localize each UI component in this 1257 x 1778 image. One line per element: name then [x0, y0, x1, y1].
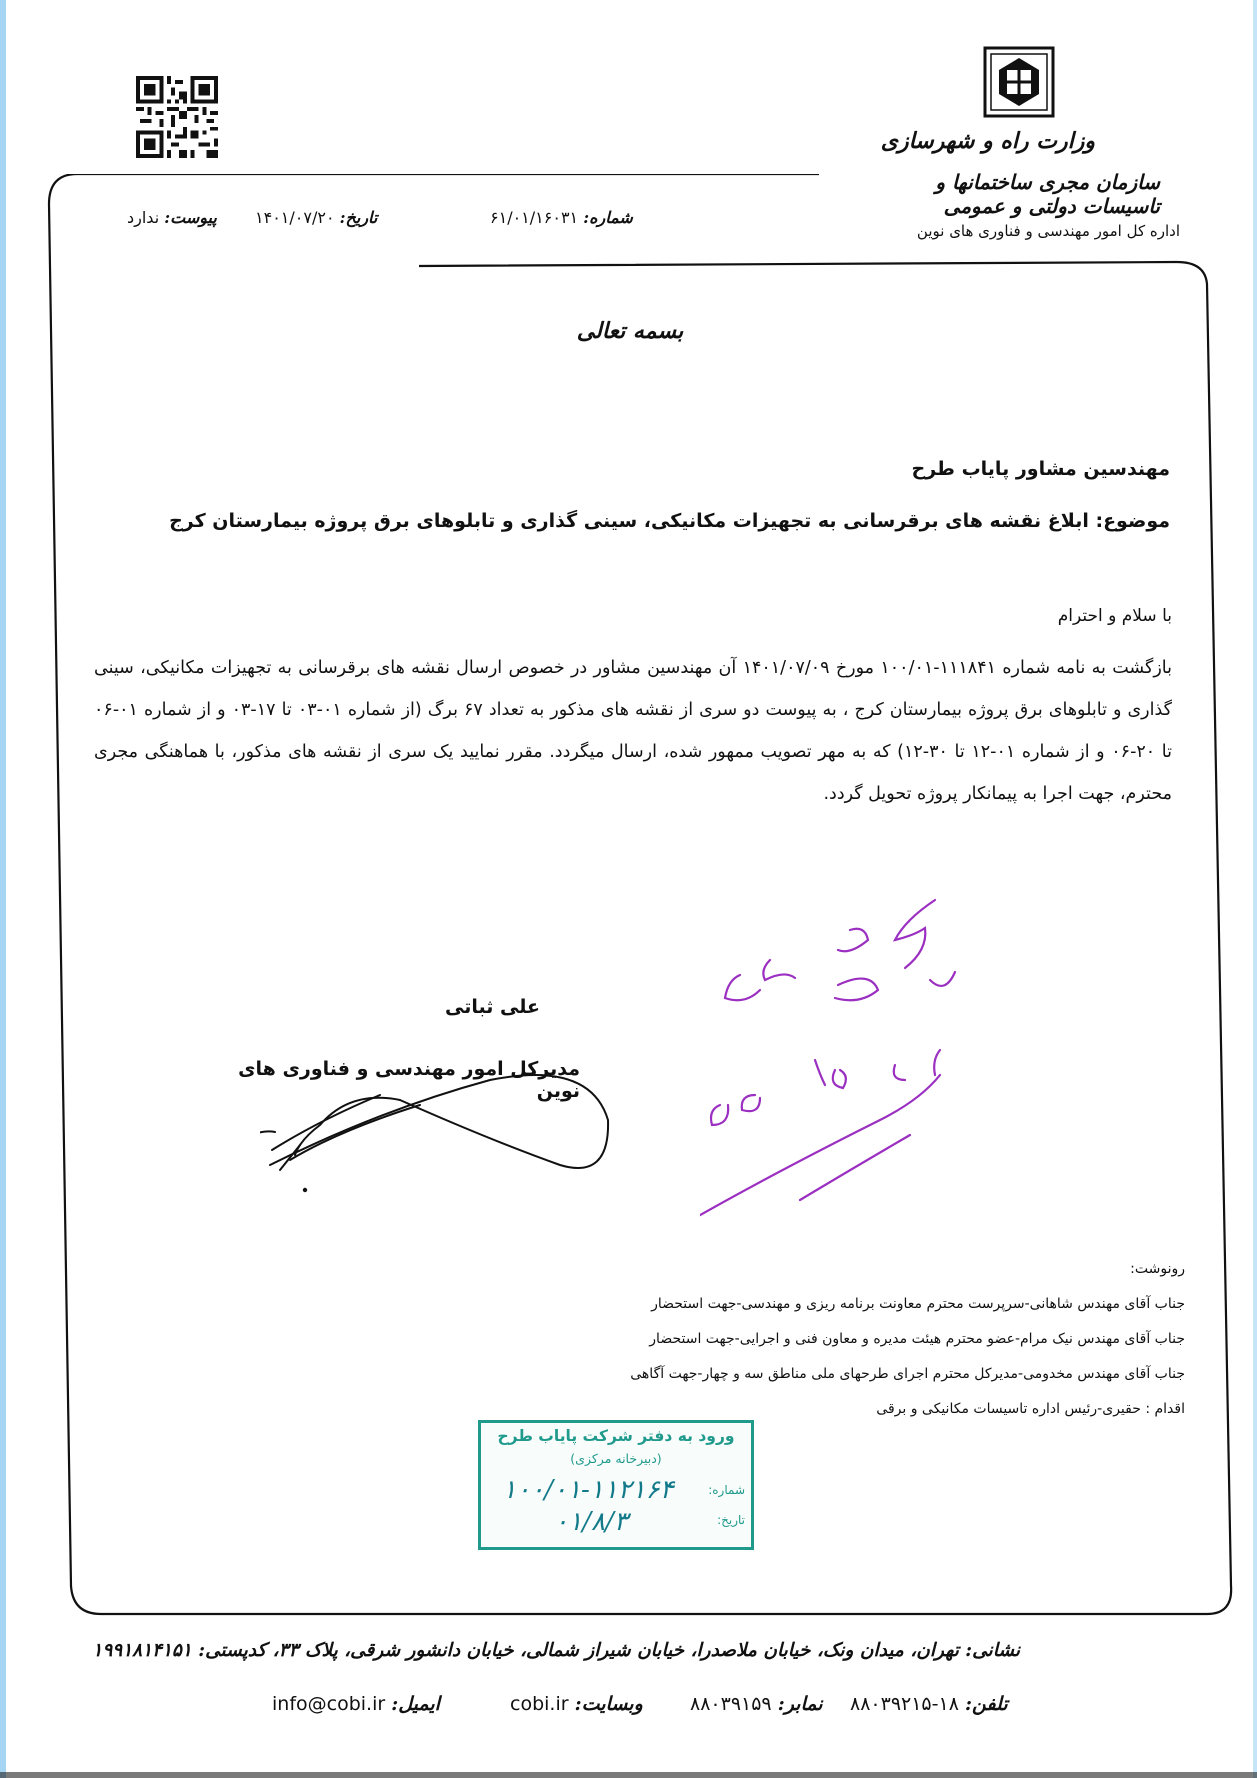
scan-edge-right [1253, 0, 1257, 1778]
ministry-logo [983, 46, 1055, 118]
qr-code [136, 76, 218, 158]
letter-date-label: تاریخ: [339, 208, 378, 227]
stamp-number-value: ۱۰۰/۰۱-۱۱۲۱۶۴ [502, 1475, 674, 1505]
cc-list [520, 1252, 1185, 1427]
signer-title: مدیرکل امور مهندسی و فناوری های نوین [238, 1058, 580, 1102]
signature [260, 1050, 620, 1200]
scan-edge-bottom [0, 1772, 1257, 1778]
receipt-stamp [478, 1420, 754, 1550]
handwritten-annotation [700, 880, 1000, 1260]
cc-item: جناب آقای مهندس مخدومی-مدیرکل محترم اجرای طرحهای ملی مناطق سه و چهار-جهت آگاهی [630, 1366, 1185, 1382]
footer-fax-label: نمابر: [777, 1693, 823, 1715]
cc-item: جناب آقای مهندس شاهانی-سرپرست محترم معاونت برنامه ریزی و مهندسی-جهت استحضار [651, 1296, 1185, 1312]
recipient: مهندسین مشاور پایاب طرح [911, 458, 1170, 480]
letter-date-value: ۱۴۰۱/۰۷/۲۰ [255, 208, 335, 227]
footer-fax [690, 1693, 823, 1715]
stamp-title: ورود به دفتر شرکت پایاب طرح [497, 1427, 735, 1445]
ministry-name: وزارت راه و شهرسازی [880, 128, 1095, 154]
footer-email-label: ایمیل: [391, 1693, 440, 1715]
stamp-date-value: ۰۱/۸/۳ [554, 1507, 628, 1537]
footer-website-label: وبسایت: [574, 1693, 643, 1715]
footer-phone-label: تلفن: [964, 1693, 1008, 1715]
letter-body: بازگشت به نامه شماره ۱۱۱۸۴۱-۱۰۰/۰۱ مورخ ۱۴۰۱/۰۷/۰۹ آن مهندسین مشاور در خصوص ارسال نقشه های برقرسانی به تجهیزات مکانیکی، سینی گذاری و تابلوهای برق پروژه بیمارستان کرج ، به پیوست دو سری از نقشه های مذکور به تعداد ۶۷ برگ (از شماره ۰۱-۰۳ تا ۱۷-۰۳ و از شماره ۰۱-۰۶ تا ۲۰-۰۶ و از شماره ۰۱-۱۲ تا ۳۰-۱۲) که به مهر تصویب ممهور شده، ارسال میگردد. مقرر نمایید یک سری از نقشه های مذکور، با هماهنگی مجری محترم، جهت اجرا به پیمانکار پروژه تحویل گردد. [94, 658, 1173, 804]
cc-heading: رونوشت: [1130, 1261, 1185, 1277]
letter-date [255, 208, 377, 227]
footer-fax-value: ۸۸۰۳۹۱۵۹ [690, 1693, 772, 1715]
footer-phone [850, 1693, 1008, 1715]
footer-address: نشانی: تهران، میدان ونک، خیابان ملاصدرا، خیابان شیراز شمالی، خیابان دانشور شرقی، پلاک ۳۳، کدپستی: ۱۹۹۱۸۱۴۱۵۱ [92, 1640, 1020, 1661]
stamp-subtitle: (دبیرخانه مرکزی) [570, 1451, 662, 1466]
scan-edge-left [0, 0, 6, 1778]
letter-number-label: شماره: [583, 208, 633, 227]
department-name: اداره کل امور مهندسی و فناوری های نوین [916, 222, 1180, 240]
subject-line: موضوع: ابلاغ نقشه های برقرسانی به تجهیزات مکانیکی، سینی گذاری و تابلوهای برق پروژه بیمارستان کرج [169, 510, 1170, 532]
bismillah-heading: بسمه تعالی [576, 318, 684, 344]
letter-attachment-value: ندارد [127, 208, 160, 227]
footer-phone-value: ۱۸-۸۸۰۳۹۲۱۵ [850, 1693, 959, 1715]
signer-name: علی ثباتی [445, 996, 540, 1018]
letter-number-value: ۶۱/۰۱/۱۶۰۳۱ [490, 208, 579, 227]
cc-action: اقدام : حقیری-رئیس اداره تاسیسات مکانیکی و برقی [876, 1401, 1185, 1417]
footer-email [272, 1693, 440, 1715]
organization-name: سازمان مجری ساختمانها و تاسیسات دولتی و عمومی [935, 170, 1160, 218]
stamp-date-label: تاریخ: [717, 1513, 745, 1527]
letter-number [490, 208, 633, 227]
stamp-number-label: شماره: [708, 1483, 745, 1497]
letter-attachment [127, 208, 217, 227]
footer-website [510, 1693, 643, 1715]
footer-website-value[interactable]: cobi.ir [510, 1693, 569, 1715]
cc-item: جناب آقای مهندس نیک مرام-عضو محترم هیئت مدیره و معاون فنی و اجرایی-جهت استحضار [649, 1331, 1185, 1347]
greeting: با سلام و احترام [1057, 606, 1172, 626]
letter-attachment-label: پیوست: [164, 208, 217, 227]
footer-email-value[interactable]: info@cobi.ir [272, 1693, 386, 1715]
